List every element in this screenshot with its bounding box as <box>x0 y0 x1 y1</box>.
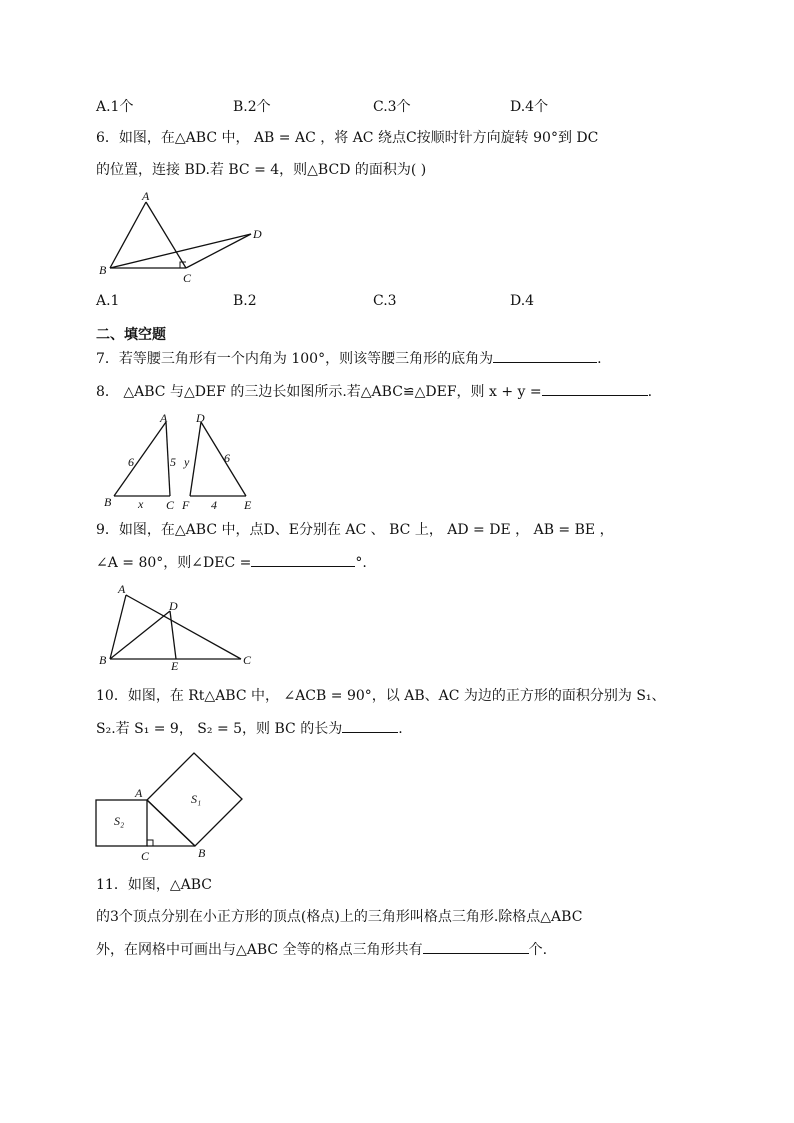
q5-options <box>96 96 616 116</box>
q8-label-df: y <box>184 455 190 469</box>
q10-label-c: C <box>141 849 150 863</box>
q9-label-e: E <box>171 659 179 670</box>
q8-text-post: . <box>647 384 653 400</box>
q8-label-f: F <box>182 498 190 512</box>
q8-figure <box>96 410 271 515</box>
q10-text-line2 <box>96 718 403 739</box>
q9-label-b: B <box>99 653 107 667</box>
q9-text-pre: ∠A = 80°，则∠DEC = <box>96 555 252 571</box>
q10-label-a: A <box>135 786 143 800</box>
q9-label-a: A <box>118 583 126 596</box>
q8-label-b: B <box>104 495 112 509</box>
q10-label-b: B <box>198 846 206 860</box>
q5-option-b: B.2个 <box>233 99 271 115</box>
q8-label-ac: 5 <box>170 455 176 469</box>
q8-text <box>96 381 652 402</box>
q6-option-a: A.1 <box>96 293 120 309</box>
q5-option-a: A.1个 <box>96 99 134 115</box>
q10-figure <box>90 745 250 865</box>
q6-text-line1: 6．如图，在△ABC 中， AB = AC ，将 AC 绕点C按顺时针方向旋转 90°到 DC <box>96 130 599 146</box>
q6-label-c: C <box>183 271 192 285</box>
q8-text-pre: 8． △ABC 与△DEF 的三边长如图所示.若△ABC≌△DEF，则 x + y = <box>96 384 542 400</box>
q7-text-pre: 7．若等腰三角形有一个内角为 100°，则该等腰三角形的底角为 <box>96 351 494 367</box>
q6-label-d: D <box>253 227 262 241</box>
q11-text-line3 <box>96 939 547 960</box>
q6-label-b: B <box>99 263 107 277</box>
q10-text-pre: S₂.若 S₁ = 9， S₂ = 5，则 BC 的长为 <box>96 721 343 737</box>
q11-text-line1: 11．如图，△ABC <box>96 877 212 893</box>
q6-options <box>96 293 616 313</box>
q11-text-line2: 的3个顶点分别在小正方形的顶点(格点)上的三角形叫格点三角形.除格点△ABC <box>96 909 583 925</box>
q11-text-post: 个. <box>528 942 548 958</box>
q9-text-line2 <box>96 552 367 573</box>
q8-label-c: C <box>166 498 175 512</box>
section-title-fill-in: 二、填空题 <box>96 327 166 343</box>
q10-text-line1: 10．如图，在 Rt△ABC 中， ∠ACB = 90°，以 AB、AC 为边的正方形的面积分别为 S₁、 <box>96 688 666 704</box>
q7-answer-blank <box>493 348 597 363</box>
q10-label-s1: S₁ <box>191 792 202 806</box>
q5-option-c: C.3个 <box>373 99 411 115</box>
q8-label-ab: 6 <box>128 455 134 469</box>
q8-label-d: D <box>196 411 205 425</box>
q10-answer-blank <box>342 718 398 733</box>
q6-option-d: D.4 <box>510 293 535 309</box>
q6-figure <box>96 190 276 285</box>
q5-option-d: D.4个 <box>510 99 549 115</box>
q8-label-e: E <box>244 498 252 512</box>
q9-label-c: C <box>243 653 252 667</box>
q6-label-a: A <box>142 190 150 203</box>
q8-label-fe: 4 <box>211 498 217 512</box>
q8-answer-blank <box>542 381 648 396</box>
q9-answer-blank <box>251 552 355 567</box>
q10-text-post: . <box>398 721 403 737</box>
q11-answer-blank <box>423 939 529 954</box>
q8-label-a: A <box>160 411 168 425</box>
q8-label-de: 6 <box>224 451 230 465</box>
q8-label-bc: x <box>138 497 144 511</box>
q6-option-c: C.3 <box>373 293 397 309</box>
q7-text <box>96 348 602 369</box>
q7-text-post: . <box>597 351 602 367</box>
q10-label-s2: S₂ <box>114 814 125 828</box>
q9-figure <box>96 583 271 670</box>
q9-text-post: °. <box>355 555 367 571</box>
q9-label-d: D <box>169 599 178 613</box>
q9-text-line1: 9．如图，在△ABC 中，点D、E分别在 AC 、 BC 上， AD = DE ， AB = BE ， <box>96 522 614 538</box>
q11-text-pre: 外，在网格中可画出与△ABC 全等的格点三角形共有 <box>96 942 423 958</box>
q6-text-line2: 的位置，连接 BD.若 BC = 4，则△BCD 的面积为( ) <box>96 162 427 178</box>
q6-option-b: B.2 <box>233 293 257 309</box>
